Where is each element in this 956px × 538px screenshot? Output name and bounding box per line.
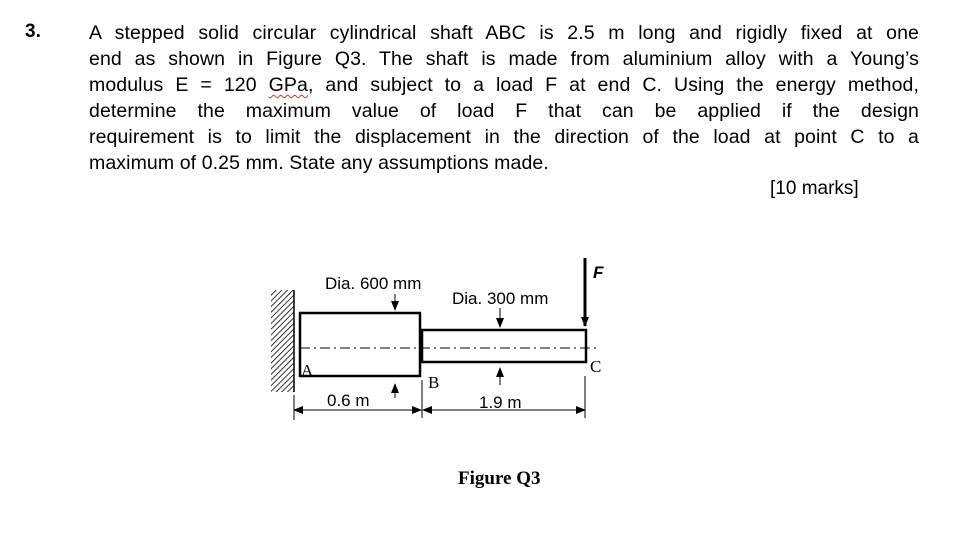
shaft-segment-ab [300,313,420,376]
question-line-3-start: modulus E = 120 [89,74,269,96]
dia-large-label: Dia. 600 mm [325,274,422,293]
spellcheck-word: GPa [268,74,308,96]
question-line-2: end as shown in Figure Q3. The shaft is made from aluminium alloy with a Young’s [89,48,919,70]
point-a-label: A [301,361,314,380]
point-c-label: C [590,357,602,376]
length-ab-label: 0.6 m [327,391,370,410]
fixed-support [271,290,294,392]
figure-caption: Figure Q3 [458,468,541,489]
marks-label: [10 marks] [770,178,859,199]
dia-small-label: Dia. 300 mm [452,289,549,308]
question-number: 3. [25,21,41,42]
shaft-segment-bc [422,330,586,362]
question-line-6: maximum of 0.25 mm. State any assumptions made. [89,152,549,174]
point-b-label: B [428,373,440,392]
question-line-3-end: , and subject to a load F at end C. Using the energy method, [307,74,919,96]
length-bc-label: 1.9 m [479,393,522,412]
load-label: F [593,263,604,282]
question-line-4: determine the maximum value of load F that can be applied if the design [89,100,919,122]
question-line-1: A stepped solid circular cylindrical shaft ABC is 2.5 m long and rigidly fixed at one [89,22,919,44]
question-line-5: requirement is to limit the displacement in the direction of the load at point C to a [89,126,919,148]
